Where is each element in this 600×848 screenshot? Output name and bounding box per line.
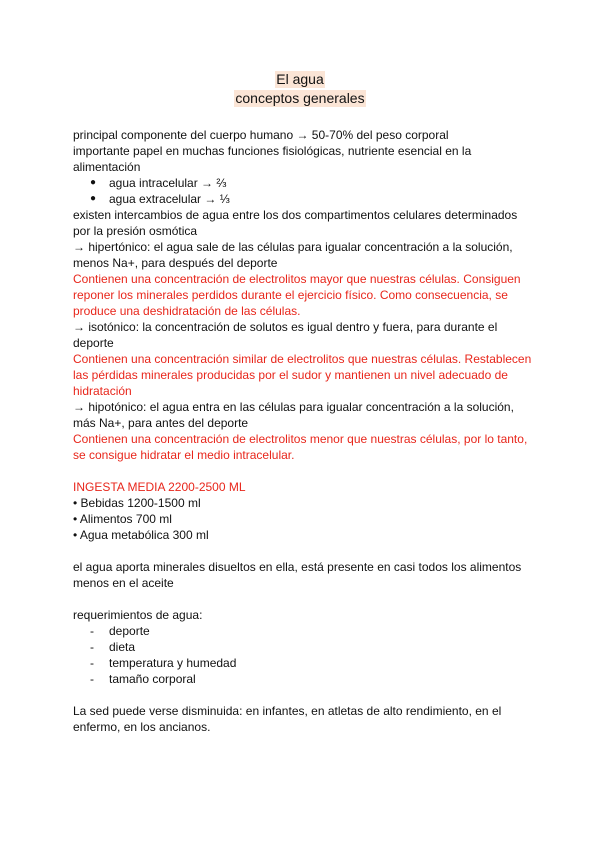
list-item: • Agua metabólica 300 ml [73, 528, 209, 542]
list-item [73, 191, 533, 207]
list-item: • Bebidas 1200-1500 ml [73, 496, 201, 510]
list-item-text: agua extracelular → ⅓ [109, 192, 230, 206]
page-title: El agua [276, 71, 324, 87]
paragraph-thirst: La sed puede verse disminuida: en infantes, en atletas de alto rendimiento, en el enfermo, en los ancianos. [73, 704, 502, 734]
note-hypertonic: Contienen una concentración de electrolitos mayor que nuestras células. Consiguen reponer los minerales perdidos durante el ejercicio físico. Como consecuencia, se produce una deshidratación de las células. [73, 272, 521, 318]
list-item [73, 639, 533, 655]
list-item-text: temperatura y humedad [109, 656, 237, 670]
document-body [73, 127, 533, 735]
list-item [73, 623, 533, 639]
list-item: • Alimentos 700 ml [73, 512, 172, 526]
note-hypotonic: Contienen una concentración de electrolitos menor que nuestras células, por lo tanto, se consigue hidratar el medio intracelular. [73, 432, 528, 462]
dash-icon: - [90, 672, 94, 686]
paragraph-hypertonic: → hipertónico: el agua sale de las células para igualar concentración a la solución, menos Na+, para después del deporte [73, 240, 513, 270]
list-item [73, 671, 533, 687]
list-item-text: tamaño corporal [109, 672, 196, 686]
list-item [73, 175, 533, 191]
paragraph-isotonic: → isotónico: la concentración de solutos es igual dentro y fuera, para durante el deporte [73, 320, 498, 350]
dash-icon: - [90, 624, 94, 638]
intake-heading: INGESTA MEDIA 2200-2500 ML [73, 480, 246, 494]
list-item-text: dieta [109, 640, 136, 654]
paragraph-exchange: existen intercambios de agua entre los dos compartimentos celulares determinados por la presión osmótica [73, 208, 518, 238]
bullet-icon: ● [90, 177, 97, 188]
note-isotonic: Contienen una concentración similar de electrolitos que nuestras células. Restablecen las pérdidas minerales producidas por el sudor y mantienen un nivel adecuado de hidratación [73, 352, 532, 398]
bullet-icon: ● [90, 193, 97, 204]
paragraph-hypotonic: → hipotónico: el agua entra en las células para igualar concentración a la solución, más Na+, para antes del deporte [73, 400, 514, 430]
page-subtitle: conceptos generales [235, 90, 365, 106]
requirements-heading: requerimientos de agua: [73, 608, 203, 622]
title-block [0, 71, 600, 109]
list-item-text: agua intracelular → ⅔ [109, 176, 227, 190]
paragraph-minerals: el agua aporta minerales disueltos en ella, está presente en casi todos los alimentos menos en el aceite [73, 560, 522, 590]
dash-icon: - [90, 640, 94, 654]
list-item-text: deporte [109, 624, 150, 638]
dash-icon: - [90, 656, 94, 670]
paragraph-main-component: principal componente del cuerpo humano → 50-70% del peso corporal [73, 128, 449, 142]
paragraph-functions: importante papel en muchas funciones fisiológicas, nutriente esencial en la alimentación [73, 144, 472, 174]
list-item [73, 655, 533, 671]
